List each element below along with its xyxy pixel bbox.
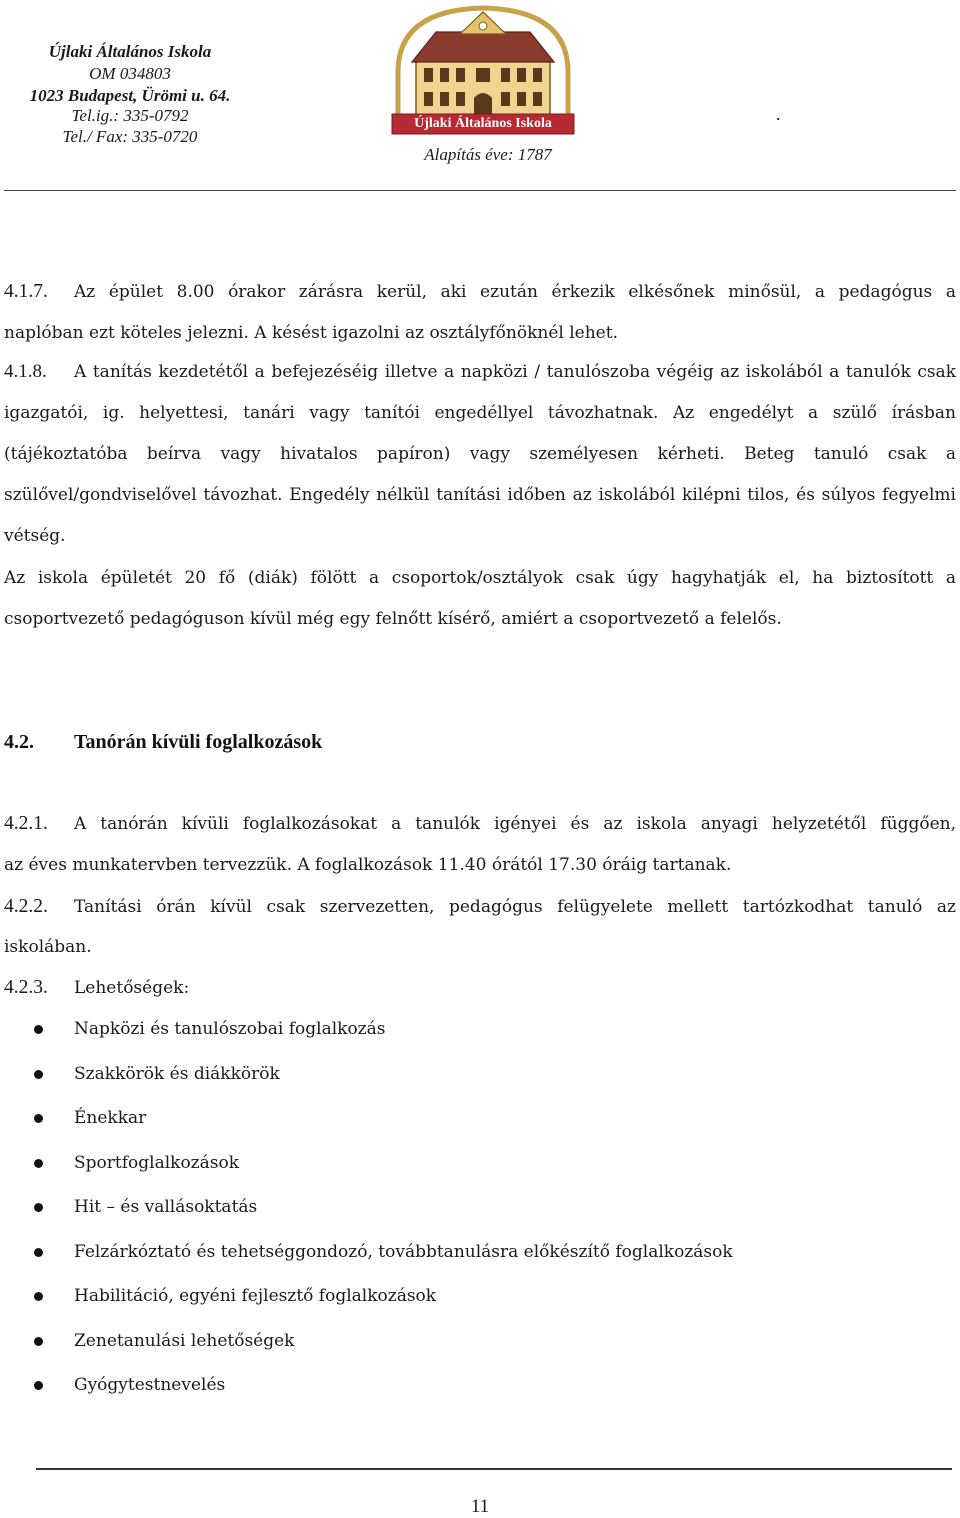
item-421-line1	[4, 812, 956, 836]
bullet-dot-icon	[34, 1248, 43, 1257]
section-title: Tanórán kívüli foglalkozások	[74, 731, 323, 753]
item-421-line2: az éves munkatervben tervezzük. A foglalkozások 11.40 órától 17.30 óráig tartanak.	[4, 855, 732, 875]
bullet-dot-icon	[34, 1203, 43, 1212]
page-number: 11	[470, 1496, 490, 1517]
item-423-label: Lehetőségek:	[74, 978, 190, 998]
group-rule-line1: Az iskola épületét 20 fő (diák) fölött a csoportok/osztályok csak úgy hagyhatják el, ha biztosított a	[4, 568, 956, 588]
school-address: 1023 Budapest, Ürömi u. 64.	[29, 86, 231, 105]
header-trailing-dot: .	[776, 104, 781, 124]
item-422-number: 4.2.2.	[4, 896, 48, 917]
founded-year: Alapítás éve: 1787	[424, 145, 552, 164]
item-422-line1	[4, 895, 956, 919]
school-tel-fax: Tel./ Fax: 335-0720	[62, 127, 198, 146]
bullet-dot-icon	[34, 1114, 43, 1123]
item-421-text-1: A tanórán kívüli foglalkozásokat a tanulók igényei és az iskola anyagi helyzetétől függően,	[74, 814, 956, 834]
bullet-dot-icon	[34, 1292, 43, 1301]
school-tel-director: Tel.ig.: 335-0792	[71, 106, 189, 125]
bullet-dot-icon	[34, 1025, 43, 1034]
header-divider	[4, 190, 956, 191]
school-om-number: OM 034803	[89, 64, 171, 83]
item-423-line	[4, 976, 956, 1000]
item-422-line2: iskolában.	[4, 937, 92, 957]
school-name: Újlaki Általános Iskola	[48, 42, 212, 61]
item-422-text-1: Tanítási órán kívül csak szervezetten, pedagógus felügyelete mellett tartózkodhat tanuló az	[74, 897, 956, 917]
rule-418-number: 4.1.8.	[4, 361, 47, 382]
rule-417-number: 4.1.7.	[4, 281, 48, 302]
group-rule-line2: csoportvezető pedagóguson kívül még egy felnőtt kísérő, amiért a csoportvezető a felelős.	[4, 609, 782, 629]
school-logo	[388, 2, 578, 136]
option-label: Habilitáció, egyéni fejlesztő foglalkozások	[74, 1286, 437, 1306]
rule-417-line2: naplóban ezt köteles jelezni. A késést igazolni az osztályfőnöknél lehet.	[4, 323, 618, 343]
option-label: Hit – és vallásoktatás	[74, 1197, 258, 1217]
bullet-dot-icon	[34, 1159, 43, 1168]
option-label: Énekkar	[74, 1108, 147, 1128]
bullet-dot-icon	[34, 1070, 43, 1079]
rule-417-line1	[4, 280, 956, 304]
logo-banner-text: Újlaki Általános Iskola	[414, 116, 552, 131]
option-label: Napközi és tanulószobai foglalkozás	[74, 1019, 386, 1039]
item-423-number: 4.2.3.	[4, 977, 48, 998]
item-421-number: 4.2.1.	[4, 813, 48, 834]
section-heading	[4, 730, 322, 754]
footer-divider	[36, 1468, 952, 1470]
option-label: Sportfoglalkozások	[74, 1153, 240, 1173]
option-label: Felzárkóztató és tehetséggondozó, továbbtanulásra előkészítő foglalkozások	[74, 1242, 733, 1262]
section-number: 4.2.	[4, 731, 34, 753]
rule-417-text-1: Az épület 8.00 órakor zárásra kerül, aki ezután érkezik elkésőnek minősül, a pedagógus a	[74, 282, 956, 302]
option-label: Szakkörök és diákkörök	[74, 1064, 280, 1084]
bullet-dot-icon	[34, 1337, 43, 1346]
rule-418-text: A tanítás kezdetétől a befejezéséig illetve a napközi / tanulószoba végéig az iskolából a tanulók csak igazgatói, ig. helyettesi, tanári vagy tanítói engedéllyel távozhatnak. Az engedélyt a szülő írásban (tájékoztatóba beírva vagy hivatalos papíron) vagy személyesen kérheti. Beteg tanuló csak a szülővel/gondviselővel távozhat. Engedély nélkül tanítási időben az iskolából kilépni tilos, és súlyos fegyelmi vétség.	[4, 362, 956, 546]
rule-418-paragraph	[4, 351, 956, 557]
option-label: Zenetanulási lehetőségek	[74, 1331, 295, 1351]
bullet-dot-icon	[34, 1381, 43, 1390]
option-label: Gyógytestnevelés	[74, 1375, 226, 1395]
